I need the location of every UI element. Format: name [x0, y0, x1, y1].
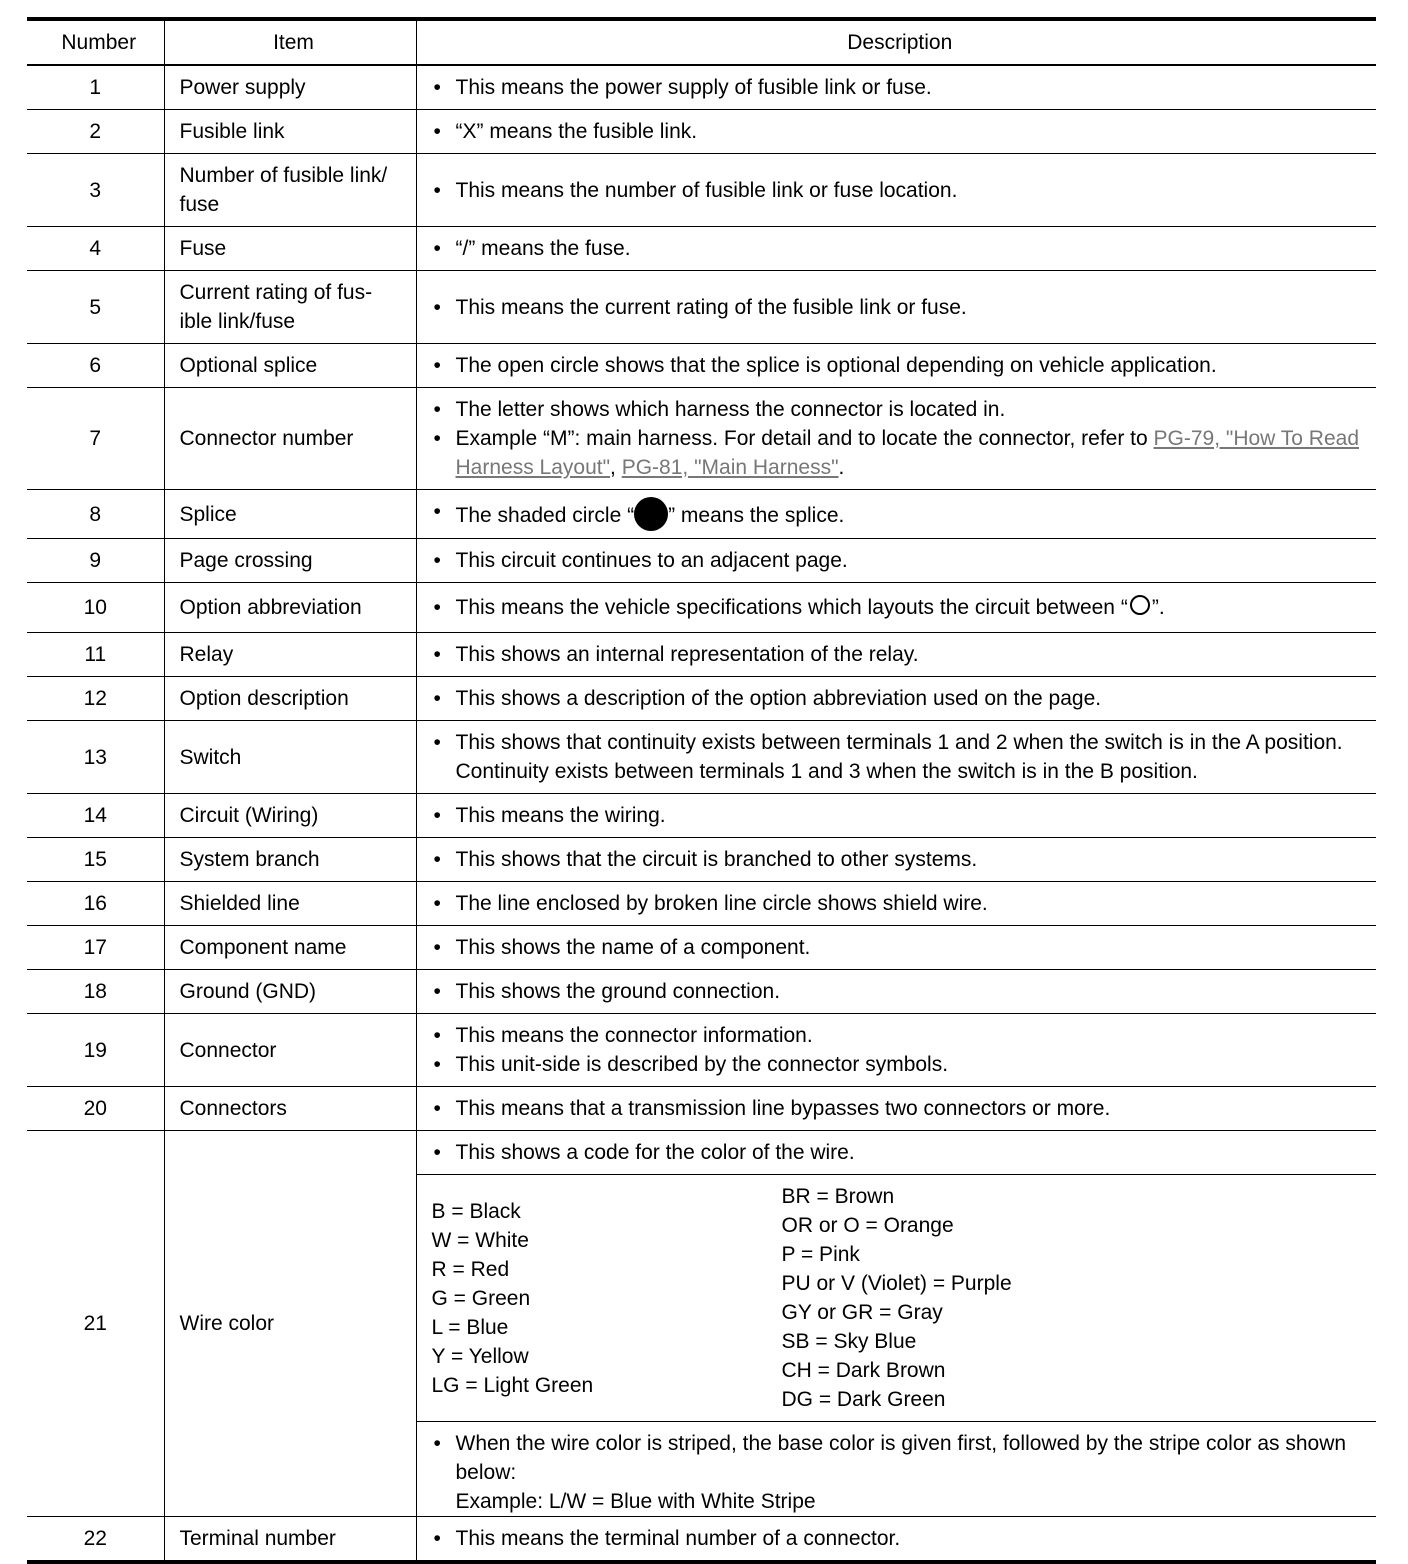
table-row	[27, 65, 1376, 110]
bullet-text-part: ” means the splice.	[668, 504, 845, 527]
table-row	[27, 677, 1376, 721]
row-item: Circuit (Wiring)	[164, 794, 416, 838]
row-description	[416, 633, 1376, 677]
row-description	[416, 65, 1376, 110]
table-row	[27, 227, 1376, 271]
row-number: 5	[27, 271, 164, 344]
row-description	[416, 1517, 1376, 1563]
row-item: Fuse	[164, 227, 416, 271]
bullet-text: • This means the wiring.	[432, 801, 1369, 830]
row-number: 16	[27, 882, 164, 926]
row-description	[416, 926, 1376, 970]
table-row	[27, 583, 1376, 633]
stripe-note-text: When the wire color is striped, the base color is given first, followed by the stripe color as shown below:	[455, 1432, 1347, 1484]
row-item: Number of fusible link/ fuse	[164, 154, 416, 227]
row-item: Splice	[164, 490, 416, 539]
table-row	[27, 794, 1376, 838]
row-number: 1	[27, 65, 164, 110]
row-description	[416, 970, 1376, 1014]
color-code: LG = Light Green	[431, 1373, 594, 1397]
bullet-text	[432, 424, 1369, 482]
row-item: Optional splice	[164, 344, 416, 388]
bullet-text: • The letter shows which harness the connector is located in.	[432, 395, 1369, 424]
row-item: Connector	[164, 1014, 416, 1087]
row-number: 11	[27, 633, 164, 677]
color-code: W = White	[431, 1228, 529, 1252]
row-description	[416, 882, 1376, 926]
link-main-harness[interactable]: PG-81, "Main Harness"	[621, 456, 839, 479]
open-circle-icon	[1130, 595, 1150, 615]
row-number: 3	[27, 154, 164, 227]
row-number: 9	[27, 539, 164, 583]
row-description	[416, 583, 1376, 633]
table-row	[27, 633, 1376, 677]
row-number: 18	[27, 970, 164, 1014]
row-description	[416, 154, 1376, 227]
color-code: GY or GR = Gray	[781, 1301, 943, 1324]
row-number: 10	[27, 583, 164, 633]
color-code: B = Black	[431, 1199, 521, 1223]
bullet-text: • The open circle shows that the splice is optional depending on vehicle application.	[432, 351, 1369, 380]
table-row	[27, 882, 1376, 926]
color-code: SB = Sky Blue	[781, 1330, 917, 1353]
table-row	[27, 1014, 1376, 1087]
bullet-text-part: The shaded circle “	[455, 504, 635, 527]
bullet-text: • This means the power supply of fusible link or fuse.	[432, 73, 1369, 102]
row-item: System branch	[164, 838, 416, 882]
row-number: 12	[27, 677, 164, 721]
header-number: Number	[27, 19, 164, 65]
color-code: L = Blue	[431, 1315, 509, 1339]
link-separator: ,	[610, 456, 622, 479]
table-row	[27, 388, 1376, 490]
table-row	[27, 490, 1376, 539]
bullet-text: • This means the current rating of the fusible link or fuse.	[432, 293, 1369, 322]
row-item: Wire color	[164, 1131, 416, 1517]
bullet-text: • This means that a transmission line bypasses two connectors or more.	[432, 1094, 1369, 1123]
header-row	[27, 19, 1376, 65]
color-code: CH = Dark Brown	[781, 1359, 946, 1382]
row-number: 4	[27, 227, 164, 271]
row-description	[416, 490, 1376, 539]
bullet-text: • This shows a code for the color of the wire.	[432, 1138, 1369, 1167]
row-description	[416, 271, 1376, 344]
bullet-text: • This shows a description of the option abbreviation used on the page.	[432, 684, 1369, 713]
bullet-text: • This means the terminal number of a connector.	[432, 1524, 1369, 1553]
color-code: PU or V (Violet) = Purple	[781, 1272, 1012, 1295]
bullet-text: • This shows the ground connection.	[432, 977, 1369, 1006]
bullet-text-end: .	[838, 456, 845, 479]
row-item: Ground (GND)	[164, 970, 416, 1014]
table-row	[27, 1131, 1376, 1517]
table-row	[27, 110, 1376, 154]
row-number: 20	[27, 1087, 164, 1131]
color-code: Y = Yellow	[431, 1344, 529, 1368]
row-description	[416, 388, 1376, 490]
row-item: Current rating of fus- ible link/fuse	[164, 271, 416, 344]
color-code: BR = Brown	[781, 1185, 895, 1208]
wire-color-list-left	[432, 1197, 782, 1400]
header-description: Description	[416, 19, 1376, 65]
table-row	[27, 838, 1376, 882]
row-item: Connectors	[164, 1087, 416, 1131]
row-description	[416, 794, 1376, 838]
bullet-text: • This shows that continuity exists between terminals 1 and 2 when the switch is in the A position. Continuity exists between terminals 1 and 3 when the switch is in the B position.	[432, 728, 1369, 786]
table-row	[27, 344, 1376, 388]
row-number: 21	[27, 1131, 164, 1517]
wire-color-intro	[417, 1131, 1377, 1175]
table-row	[27, 721, 1376, 794]
row-description	[416, 539, 1376, 583]
table-row	[27, 1087, 1376, 1131]
row-description	[416, 677, 1376, 721]
row-description	[416, 227, 1376, 271]
row-item: Terminal number	[164, 1517, 416, 1563]
color-code: OR or O = Orange	[781, 1214, 954, 1237]
stripe-example-text: Example: L/W = Blue with White Stripe	[455, 1490, 816, 1513]
row-item: Relay	[164, 633, 416, 677]
row-description	[416, 110, 1376, 154]
row-item: Switch	[164, 721, 416, 794]
bullet-text-part: This means the vehicle specifications which layouts the circuit between “	[455, 596, 1128, 619]
bullet-text	[432, 593, 1369, 622]
row-item: Component name	[164, 926, 416, 970]
bullet-text: • “X” means the fusible link.	[432, 117, 1369, 146]
row-item: Option description	[164, 677, 416, 721]
bullet-text-part: ”.	[1151, 596, 1165, 619]
wire-color-codes	[417, 1175, 1377, 1422]
bullet-text: • This means the connector information.	[432, 1021, 1369, 1050]
color-code: R = Red	[431, 1257, 510, 1281]
row-number: 8	[27, 490, 164, 539]
link-how-to-read-harness-layout[interactable]: PG-79, "How To Read Harness Layout"	[455, 427, 1360, 479]
bullet-text	[432, 497, 1369, 531]
wire-color-stripe-note	[417, 1422, 1377, 1516]
row-description	[416, 1014, 1376, 1087]
table-row	[27, 1517, 1376, 1563]
wire-color-list-right	[782, 1182, 1012, 1414]
row-item: Option abbreviation	[164, 583, 416, 633]
bullet-text	[432, 1429, 1369, 1516]
row-number: 17	[27, 926, 164, 970]
row-number: 15	[27, 838, 164, 882]
row-item: Connector number	[164, 388, 416, 490]
row-number: 2	[27, 110, 164, 154]
row-item: Shielded line	[164, 882, 416, 926]
color-code: P = Pink	[781, 1243, 860, 1266]
bullet-text: • The line enclosed by broken line circle shows shield wire.	[432, 889, 1369, 918]
bullet-text: • This circuit continues to an adjacent page.	[432, 546, 1369, 575]
row-number: 6	[27, 344, 164, 388]
color-code: G = Green	[431, 1286, 531, 1310]
table-row	[27, 970, 1376, 1014]
shaded-circle-icon	[634, 497, 668, 531]
bullet-text: • This unit-side is described by the connector symbols.	[432, 1050, 1369, 1079]
row-description	[416, 1087, 1376, 1131]
bullet-text: • This means the number of fusible link or fuse location.	[432, 176, 1369, 205]
header-item: Item	[164, 19, 416, 65]
bullet-text: • This shows an internal representation of the relay.	[432, 640, 1369, 669]
row-number: 14	[27, 794, 164, 838]
row-item: Page crossing	[164, 539, 416, 583]
legend-table	[27, 17, 1376, 1564]
row-number: 13	[27, 721, 164, 794]
row-description	[416, 1131, 1376, 1517]
table-row	[27, 926, 1376, 970]
row-number: 22	[27, 1517, 164, 1563]
bullet-text: • This shows that the circuit is branched to other systems.	[432, 845, 1369, 874]
table-row	[27, 539, 1376, 583]
row-description	[416, 838, 1376, 882]
color-code: DG = Dark Green	[781, 1388, 946, 1411]
row-description	[416, 344, 1376, 388]
bullet-text: • “/” means the fuse.	[432, 234, 1369, 263]
table-row	[27, 271, 1376, 344]
bullet-text: • This shows the name of a component.	[432, 933, 1369, 962]
row-number: 19	[27, 1014, 164, 1087]
row-item: Power supply	[164, 65, 416, 110]
row-item: Fusible link	[164, 110, 416, 154]
row-description	[416, 721, 1376, 794]
row-number: 7	[27, 388, 164, 490]
table-row	[27, 154, 1376, 227]
bullet-text-prefix: Example “M”: main harness. For detail and to locate the connector, refer to	[455, 427, 1154, 450]
